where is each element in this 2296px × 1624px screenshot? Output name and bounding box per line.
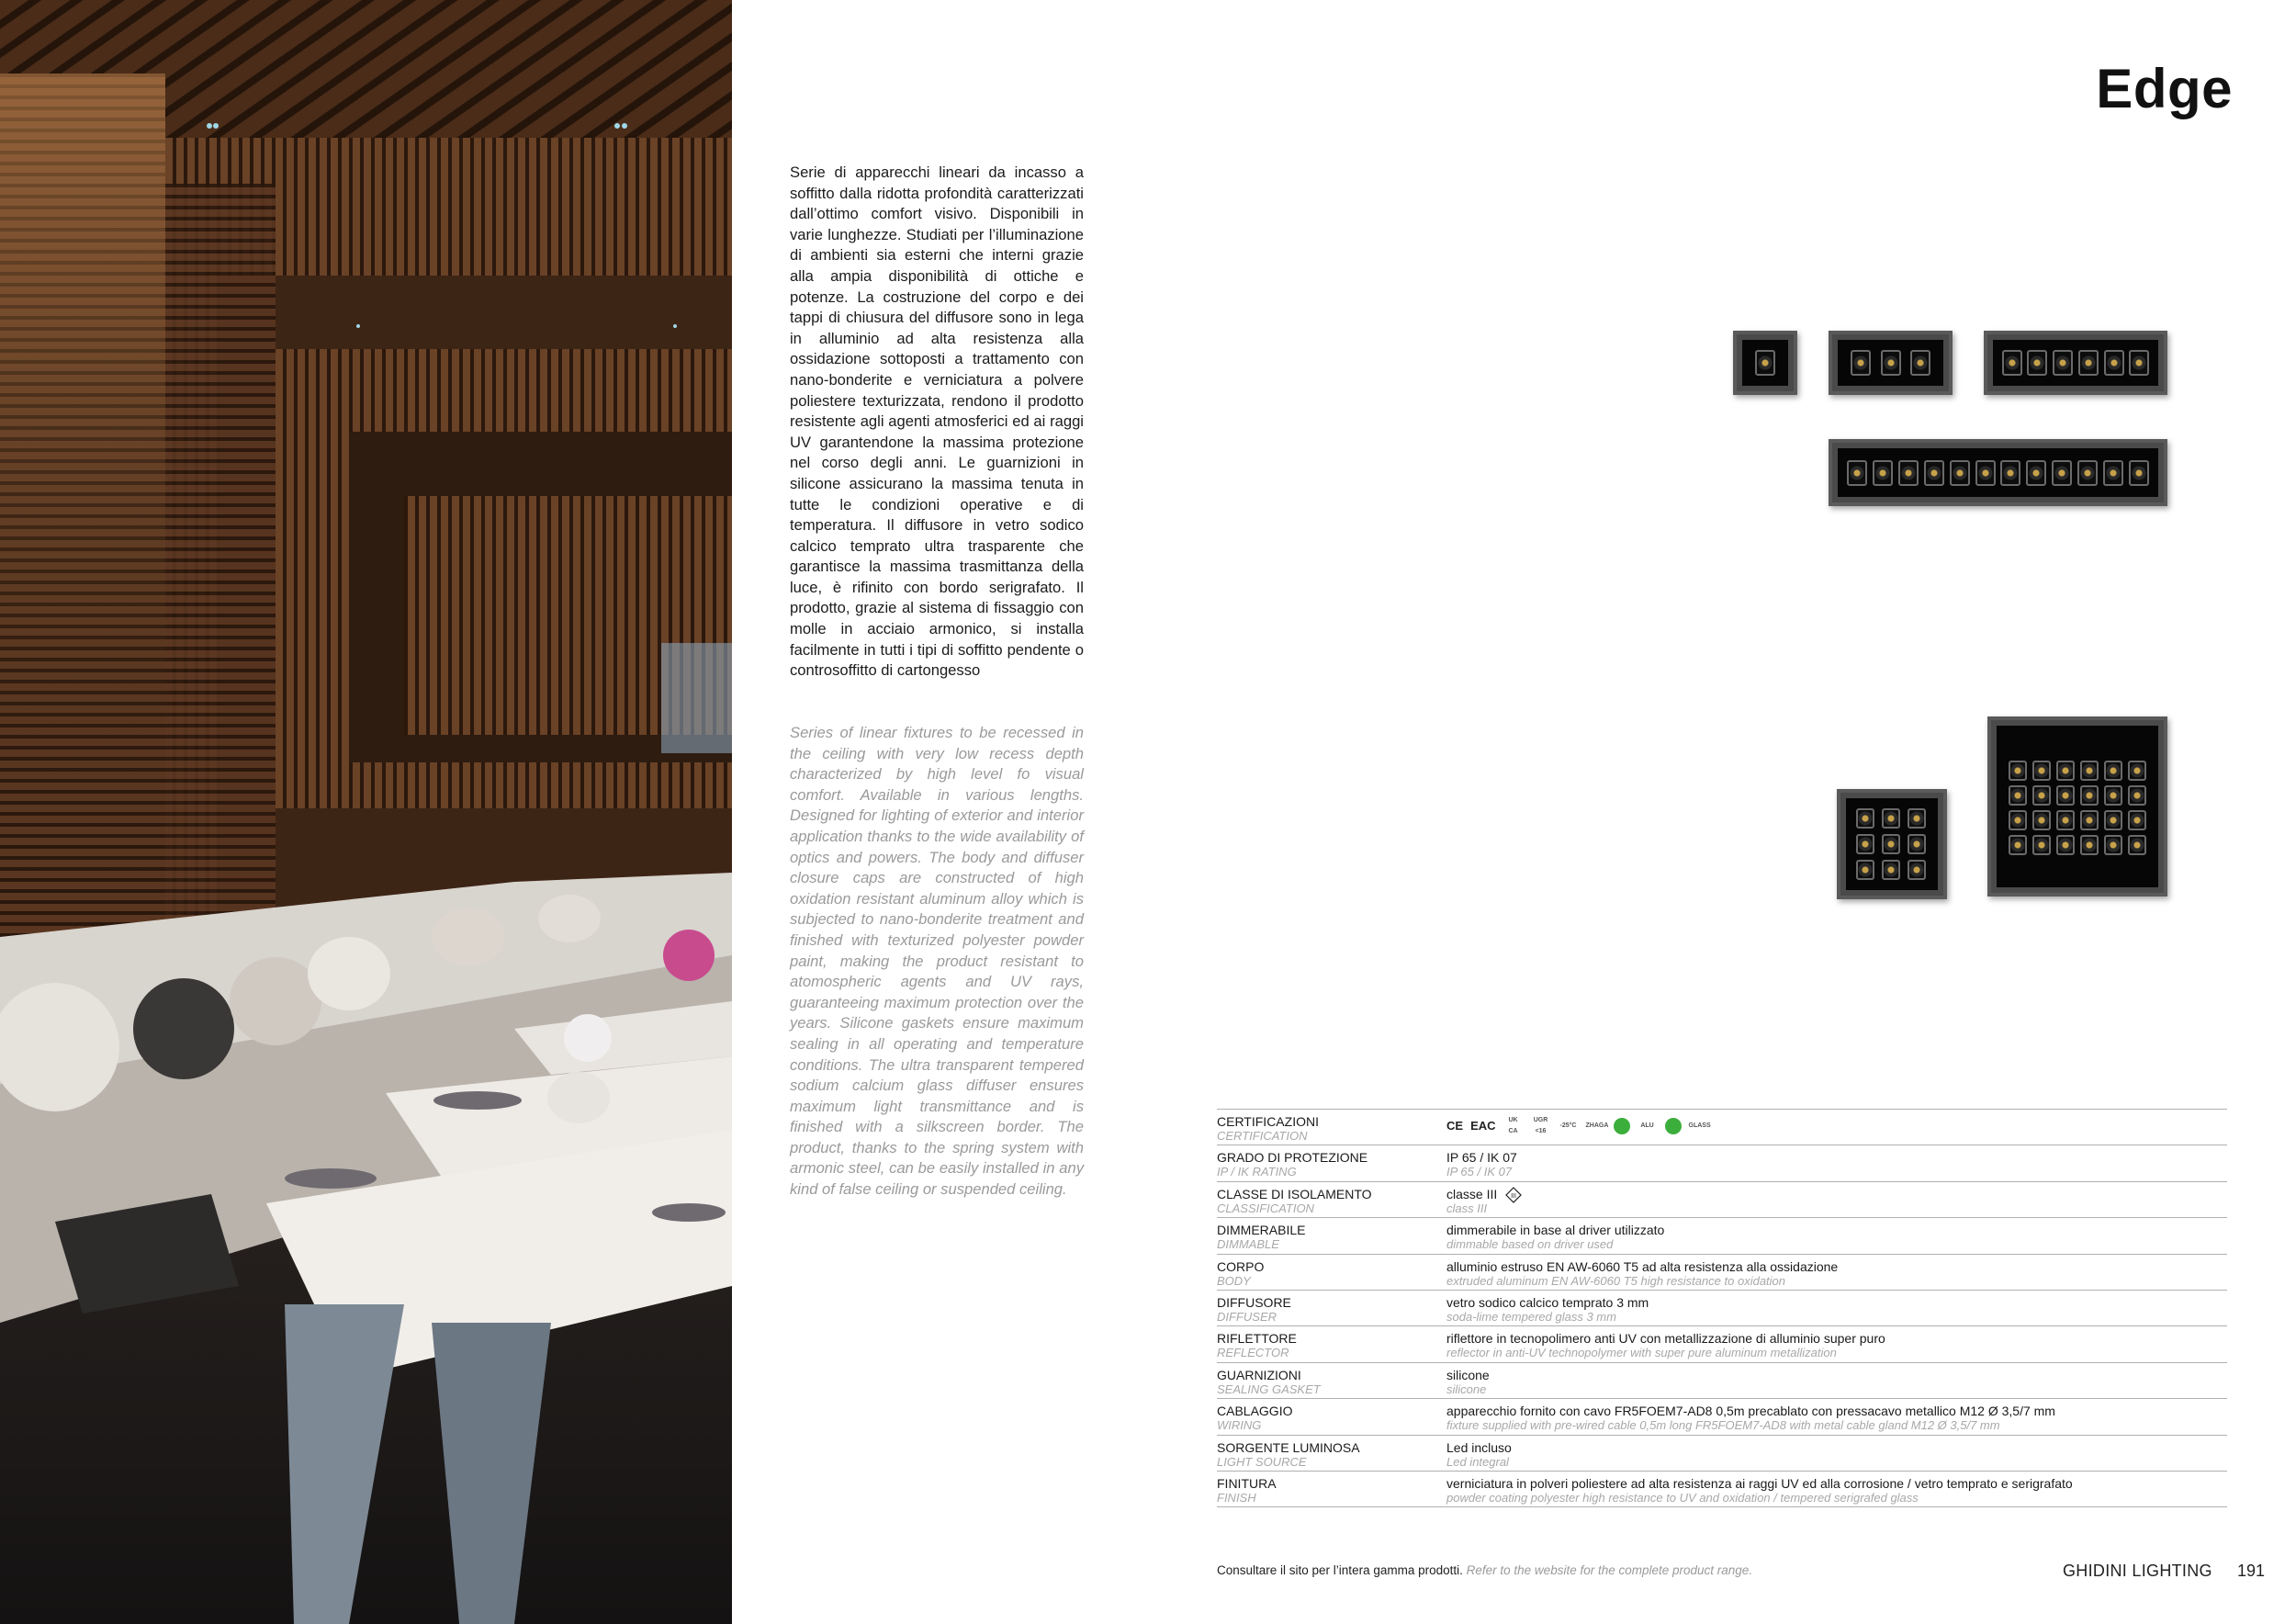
led-optic xyxy=(2056,835,2075,855)
spec-label-en: REFLECTOR xyxy=(1217,1346,1289,1360)
footer-note-en: Refer to the website for the complete product range. xyxy=(1466,1563,1753,1577)
spec-row-finish xyxy=(1217,1472,2227,1507)
led-optic xyxy=(2052,460,2072,486)
spec-value-en: extruded aluminum EN AW-6060 T5 high resistance to oxidation xyxy=(1446,1273,1786,1288)
eac-mark-icon: EAC xyxy=(1470,1119,1496,1133)
spec-value-en: silicone xyxy=(1446,1382,1487,1396)
led-optic xyxy=(2129,460,2149,486)
spec-label: GRADO DI PROTEZIONE xyxy=(1217,1150,1368,1166)
ugr-mark-icon: UGR <16 xyxy=(1533,1117,1548,1134)
led-optic xyxy=(2103,460,2123,486)
description-english: Series of linear fixtures to be recessed in the ceiling with very low recess depth characterized by high level fo visual comfort. Available in various lengths. Designed for lighting of exterior and interior application thanks to the wide availability of optics and powers. The body and diffuser closure caps are constructed of high oxidation resistant aluminum alloy which is subjected to nano-bonderite treatment and finished with texturized polyester powder paint, making the product resistant to atomospheric agents and UV rays, guaranteeing maximum protection over the years. Silicone gaskets ensure maximum sealing in all operating and temperature conditions. The ultra transparent tempered sodium calcium glass diffuser ensures maximum light transmittance and is finished with a silkscreen border. The product, thanks to the spring system with armonic steel, can be easily installed in any kind of false ceiling or suspended ceiling. xyxy=(790,724,1084,1199)
spec-value-en: dimmable based on driver used xyxy=(1446,1237,1614,1252)
led-optic xyxy=(2009,835,2027,855)
spec-row-diffuser xyxy=(1217,1291,2227,1326)
led-optic xyxy=(2056,810,2075,830)
spec-label-en: BODY xyxy=(1217,1273,1251,1288)
spec-label-en: SEALING GASKET xyxy=(1217,1382,1321,1396)
led-optic xyxy=(2080,835,2099,855)
led-optic xyxy=(2078,350,2099,376)
led-optic xyxy=(2128,761,2146,781)
led-optic xyxy=(1908,860,1926,880)
zhaga-mark-icon: ZHAGA xyxy=(1585,1122,1609,1129)
led-optic xyxy=(2104,761,2122,781)
spec-label: RIFLETTORE xyxy=(1217,1331,1297,1347)
description-italian: Serie di apparecchi lineari da incasso a soffitto dalla ridotta profondità caratterizzati dall’ottimo comfort visivo. Disponibili in varie lunghezze. Studiati per l’illuminazione di ambienti sia esterni che interni grazie alla ampia disponibilità di ottiche e potenze. La costruzione del corpo e dei tappi di chiusura del diffusore sono in lega in alluminio ad alta resistenza alla ossidazione sottoposti a trattamento con nano-bonderite e verniciatura a polvere poliestere texturizzata, rendono il prodotto resistente agli agenti atmosferici ed ai raggi UV garantendone la massima protezione nel corso degli anni. Le guarnizioni in silicone assicurano la massima tenuta in tutte le condizioni operative e di temperatura. Il diffusore in vetro sodico calcico temprato ultra trasparente che garantisce la massima trasmittanza della luce, è rifinito con bordo serigrafato. Il prodotto, grazie al sistema di fissaggio con molle in acciaio armonico, si installa facilmente in tutti i tipi di soffitto pendente o controsoffitto di cartongesso xyxy=(790,164,1084,680)
svg-text:III: III xyxy=(1511,1192,1516,1200)
led-optic xyxy=(1847,460,1867,486)
certification-marks xyxy=(1446,1115,1709,1137)
led-optic xyxy=(2032,785,2051,806)
spec-value: vetro sodico calcico temprato 3 mm xyxy=(1446,1294,1649,1310)
led-optic xyxy=(2080,761,2099,781)
led-optic xyxy=(2053,350,2073,376)
spec-value: riflettore in tecnopolimero anti UV con metallizzazione di alluminio super puro xyxy=(1446,1331,1885,1347)
spec-row-wiring xyxy=(1217,1399,2227,1435)
product-title: Edge xyxy=(2096,58,2233,119)
spec-value-en: reflector in anti-UV technopolymer with super pure aluminum metallization xyxy=(1446,1346,1837,1360)
spec-label: FINITURA xyxy=(1217,1475,1277,1491)
spec-row-light-source xyxy=(1217,1436,2227,1472)
spec-label-en: CERTIFICATION xyxy=(1217,1129,1308,1143)
ce-mark-icon: CE xyxy=(1446,1119,1464,1133)
led-optic xyxy=(2009,761,2027,781)
led-optic xyxy=(2104,785,2122,806)
led-optic xyxy=(1856,834,1874,854)
spec-row-gasket xyxy=(1217,1363,2227,1399)
product-edge-square-24-module xyxy=(1987,716,2167,897)
spec-label: GUARNIZIONI xyxy=(1217,1367,1301,1382)
spec-label: CABLAGGIO xyxy=(1217,1404,1293,1419)
brand-name: GHIDINI LIGHTING xyxy=(2063,1562,2212,1580)
spec-label-en: LIGHT SOURCE xyxy=(1217,1454,1307,1469)
spec-value-en: IP 65 / IK 07 xyxy=(1446,1165,1513,1179)
spec-label-en: DIFFUSER xyxy=(1217,1309,1277,1324)
spec-value-en: powder coating polyester high resistance to UV and oxidation / tempered serigrafed glass xyxy=(1446,1490,1919,1505)
led-optic xyxy=(1881,350,1901,376)
spec-row-dimmable xyxy=(1217,1218,2227,1254)
spec-value: apparecchio fornito con cavo FR5FOEM7-AD8 0,5m precablato con pressacavo metallico M12 Ø 3,5/7 mm xyxy=(1446,1404,2055,1419)
led-optic xyxy=(2104,810,2122,830)
led-optic xyxy=(2032,761,2051,781)
spec-label: CORPO xyxy=(1217,1258,1265,1274)
product-edge-1-module xyxy=(1733,331,1797,395)
spec-value: IP 65 / IK 07 xyxy=(1446,1150,1517,1166)
led-optic xyxy=(2128,810,2146,830)
spec-label: DIMMERABILE xyxy=(1217,1223,1306,1238)
spec-label-en: DIMMABLE xyxy=(1217,1237,1279,1252)
led-optic xyxy=(1924,460,1944,486)
led-optic xyxy=(2009,785,2027,806)
led-optic xyxy=(1873,460,1893,486)
spec-value: alluminio estruso EN AW-6060 T5 ad alta resistenza alla ossidazione xyxy=(1446,1258,1839,1274)
class-iii-icon xyxy=(1505,1187,1522,1203)
led-optic xyxy=(1882,834,1900,854)
led-optic xyxy=(2026,460,2046,486)
footer-note-it: Consultare il sito per l’intera gamma prodotti. xyxy=(1217,1563,1463,1577)
spec-row-certifications xyxy=(1217,1110,2227,1145)
spec-label: DIFFUSORE xyxy=(1217,1294,1291,1310)
alu-recycle-icon xyxy=(1614,1118,1630,1134)
led-optic xyxy=(1882,808,1900,829)
led-optic xyxy=(2104,350,2124,376)
spec-label-en: WIRING xyxy=(1217,1418,1262,1433)
led-optic xyxy=(2056,785,2075,806)
spec-value: verniciatura in polveri poliestere ad alta resistenza ai raggi UV ed alla corrosione / vetro temprato e serigrafato xyxy=(1446,1475,2073,1491)
led-optic xyxy=(2032,810,2051,830)
spec-row-insulation-class xyxy=(1217,1182,2227,1218)
led-optic xyxy=(2009,810,2027,830)
restaurant-illustration xyxy=(0,0,732,1624)
spec-row-reflector xyxy=(1217,1326,2227,1362)
led-optic xyxy=(2129,350,2149,376)
spec-label: SORGENTE LUMINOSA xyxy=(1217,1439,1360,1455)
temperature-mark-icon: -25°C xyxy=(1559,1122,1577,1129)
spec-row-protection xyxy=(1217,1145,2227,1181)
led-optic xyxy=(1755,350,1775,376)
led-optic xyxy=(1898,460,1919,486)
spec-label: CERTIFICAZIONI xyxy=(1217,1114,1319,1129)
restaurant-photo xyxy=(0,0,732,1624)
led-optic xyxy=(1856,860,1874,880)
spec-value-en: Led integral xyxy=(1446,1454,1509,1469)
product-edge-12-module xyxy=(1829,439,2167,506)
footer-note xyxy=(1217,1563,1752,1577)
led-optic xyxy=(2002,350,2022,376)
alu-label: ALU xyxy=(1640,1122,1654,1129)
led-optic xyxy=(2080,810,2099,830)
glass-label: GLASS xyxy=(1688,1122,1711,1129)
led-optic xyxy=(2104,835,2122,855)
product-edge-square-9-module xyxy=(1837,789,1947,899)
led-optic xyxy=(2032,835,2051,855)
page-number: 191 xyxy=(2237,1562,2266,1580)
spec-label-en: CLASSIFICATION xyxy=(1217,1201,1314,1215)
led-optic xyxy=(2128,785,2146,806)
led-optic xyxy=(1975,460,1996,486)
led-optic xyxy=(2027,350,2047,376)
spec-value-en: soda-lime tempered glass 3 mm xyxy=(1446,1309,1616,1324)
spec-value-en: class III xyxy=(1446,1201,1488,1215)
spec-label-en: FINISH xyxy=(1217,1490,1256,1505)
glass-recycle-icon xyxy=(1665,1118,1682,1134)
spec-row-body xyxy=(1217,1255,2227,1291)
led-optic xyxy=(2128,835,2146,855)
spec-value: silicone xyxy=(1446,1367,1490,1382)
product-edge-3-module xyxy=(1829,331,1953,395)
spec-label-en: IP / IK RATING xyxy=(1217,1165,1297,1179)
led-optic xyxy=(1910,350,1930,376)
led-optic xyxy=(2000,460,2020,486)
led-optic xyxy=(1908,834,1926,854)
led-optic xyxy=(2077,460,2098,486)
led-optic xyxy=(2080,785,2099,806)
led-optic xyxy=(1882,860,1900,880)
spec-value: classe III xyxy=(1446,1186,1498,1201)
led-optic xyxy=(2056,761,2075,781)
spec-value: Led incluso xyxy=(1446,1439,1512,1455)
product-edge-6-module xyxy=(1984,331,2167,395)
led-optic xyxy=(1851,350,1871,376)
led-optic xyxy=(1950,460,1970,486)
spec-value: dimmerabile in base al driver utilizzato xyxy=(1446,1223,1665,1238)
led-optic xyxy=(1908,808,1926,829)
spec-label: CLASSE DI ISOLAMENTO xyxy=(1217,1186,1372,1201)
led-optic xyxy=(1856,808,1874,829)
spec-value-en: fixture supplied with pre-wired cable 0,5m long FR5FOEM7-AD8 with metal cable gland M12 Ø 3,5/7 mm xyxy=(1446,1418,2000,1433)
spec-table xyxy=(1217,1109,2227,1507)
ukca-mark-icon: UK CA xyxy=(1508,1117,1518,1134)
